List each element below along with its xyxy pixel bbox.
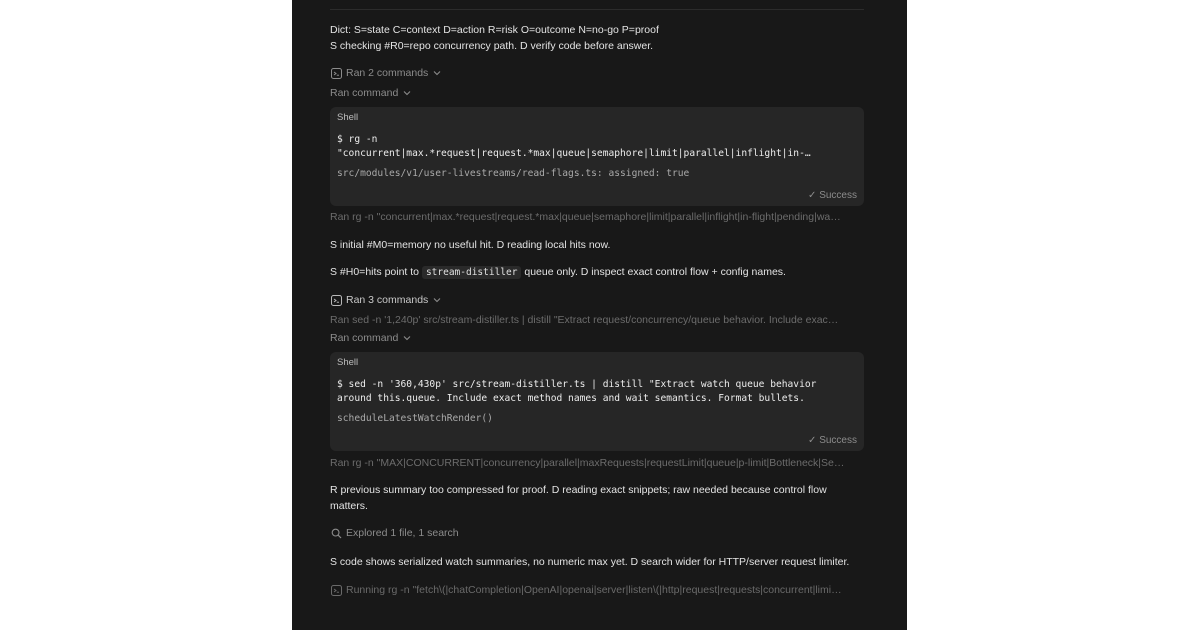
shell-command bbox=[337, 133, 857, 161]
shell-command-line: $ sed -n '360,430p' src/stream-distiller.ts | distill "Extract watch queue behavior bbox=[337, 379, 817, 390]
ran-command-label: Ran command bbox=[330, 87, 399, 99]
chevron-down-icon bbox=[433, 297, 441, 303]
message-text: S #H0=hits point to bbox=[330, 266, 420, 278]
message-h0 bbox=[330, 264, 864, 281]
dict-line: Dict: S=state C=context D=action R=risk O=outcome N=no-go P=proof bbox=[330, 24, 659, 36]
ran-2-commands-toggle[interactable] bbox=[330, 66, 864, 80]
shell-label: Shell bbox=[337, 112, 359, 123]
conversation-panel bbox=[292, 0, 907, 630]
divider bbox=[330, 9, 864, 10]
ran-command-label: Ran command bbox=[330, 332, 399, 344]
shell-output: src/modules/v1/user-livestreams/read-flags.ts: assigned: true bbox=[337, 168, 690, 179]
inline-code: stream-distiller bbox=[422, 266, 522, 279]
message-serialized: S code shows serialized watch summaries, no numeric max yet. D search wider for HTTP/server request limiter. bbox=[330, 556, 850, 568]
explored-toggle[interactable] bbox=[330, 526, 864, 540]
shell-command-line: "concurrent|max.*request|request.*max|queue|semaphore|limit|parallel|inflight|in-… bbox=[337, 148, 811, 159]
ran-command-summary[interactable]: Ran rg -n "concurrent|max.*request|request.*max|queue|semaphore|limit|parallel|inflight|in-flight|pending|wa… bbox=[330, 211, 841, 223]
search-icon bbox=[330, 527, 342, 539]
terminal-icon bbox=[330, 584, 342, 596]
shell-command-line: around this.queue. Include exact method names and wait semantics. Format bullets. bbox=[337, 393, 805, 404]
ran-command-toggle[interactable] bbox=[330, 86, 864, 100]
running-command-label: Running rg -n "fetch\(|chatCompletion|OpenAI|openai|server|listen\(|http|request|requests|concurrent|limi… bbox=[346, 584, 842, 596]
chevron-down-icon bbox=[403, 335, 411, 341]
success-status: ✓ Success bbox=[808, 435, 857, 446]
ran-command-summary[interactable]: Ran rg -n "MAX|CONCURRENT|concurrency|parallel|maxRequests|requestLimit|queue|p-limit|Bottleneck|Se… bbox=[330, 457, 845, 469]
message-text: queue only. D inspect exact control flow + config names. bbox=[524, 266, 786, 278]
message-proof: R previous summary too compressed for proof. D reading exact snippets; raw needed because control flow matters. bbox=[330, 484, 827, 512]
ran-3-commands-label: Ran 3 commands bbox=[346, 294, 429, 306]
shell-command bbox=[337, 378, 857, 406]
message-r0: S checking #R0=repo concurrency path. D verify code before answer. bbox=[330, 40, 654, 52]
success-status: ✓ Success bbox=[808, 190, 857, 201]
running-command[interactable] bbox=[330, 583, 864, 597]
ran-command-toggle[interactable] bbox=[330, 331, 864, 345]
shell-card[interactable] bbox=[330, 107, 864, 206]
terminal-icon bbox=[330, 67, 342, 79]
message-m0: S initial #M0=memory no useful hit. D reading local hits now. bbox=[330, 239, 611, 251]
chevron-down-icon bbox=[403, 90, 411, 96]
shell-label: Shell bbox=[337, 357, 359, 368]
terminal-icon bbox=[330, 294, 342, 306]
ran-command-summary[interactable]: Ran sed -n '1,240p' src/stream-distiller.ts | distill "Extract request/concurrency/queue behavior. Include exac… bbox=[330, 314, 839, 326]
ran-3-commands-toggle[interactable] bbox=[330, 293, 864, 307]
ran-2-commands-label: Ran 2 commands bbox=[346, 67, 429, 79]
shell-command-line: $ rg -n bbox=[337, 134, 378, 145]
explored-label: Explored 1 file, 1 search bbox=[346, 527, 459, 539]
shell-card[interactable] bbox=[330, 352, 864, 451]
chevron-down-icon bbox=[433, 70, 441, 76]
shell-output: scheduleLatestWatchRender() bbox=[337, 413, 493, 424]
